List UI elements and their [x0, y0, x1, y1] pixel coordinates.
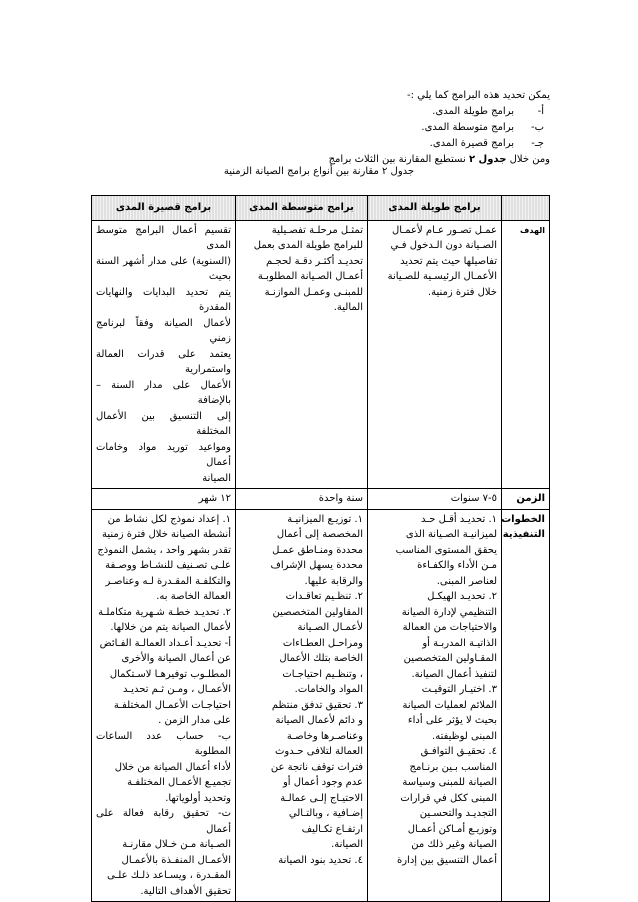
cell-line: أنشطة الصيانة خلال فترة زمنية — [101, 529, 231, 540]
cell-line: ب- حساب عدد الساعات المطلوبة — [96, 730, 231, 757]
cell-line: الأعمـال المنفـذة بالأعمـال — [121, 854, 231, 866]
cell-line: ٤. تحقيـق التوافـق — [420, 746, 497, 757]
cell-line: لأعمال الصيانة يتم من خلالها. — [110, 622, 231, 633]
cell-line: والاحتياجات من العمالة — [402, 622, 497, 633]
cell-line: لعناصر المبنى. — [436, 575, 497, 587]
cell-line: المناسب بـين برنـامج — [409, 761, 497, 773]
cell-line: الأعمـال ، ومـن ثـم تحديـد — [123, 684, 231, 695]
cell-line: يحقق المستوى المناسب — [395, 544, 497, 556]
steps-cell — [236, 509, 368, 902]
cell-line: ت- تحقيق رقابة فعالة على أعمال — [96, 808, 231, 835]
header-long-term: برامج طويلة المدى — [368, 196, 502, 221]
cell-line: ٤. تحديد بنود الصيانة — [278, 854, 363, 866]
option-label: أ- — [537, 106, 544, 117]
cell-line: وعناصـرها وخاصـة — [286, 730, 363, 742]
table-reference: جدول ٢ — [468, 154, 507, 165]
cell-line: المبنى ككل في قرارات — [400, 792, 497, 804]
steps-cell — [368, 509, 502, 902]
cell-line: المالية. — [333, 302, 363, 313]
cell-line: لتنفيذ أعمال الصيانة. — [411, 668, 497, 680]
cell-line: المقاولين المتخصصين — [272, 606, 363, 618]
cell-line: علـى تصـنيف للنشـاط ووصـفة — [105, 560, 231, 571]
cell-line: ٣. اختيـار التوقيـت — [421, 684, 497, 695]
cell-line: الصيانة. — [331, 839, 363, 850]
cell-line: المبنى لوظيفته. — [432, 730, 497, 742]
cell-line: والتكلفـة المقـدرة لـه وعناصـر — [105, 575, 231, 587]
cell-line: و دائم لأعمال الصيانة — [275, 715, 363, 726]
comparison-table — [91, 195, 550, 902]
cell-line: لأداء أعمال الصيانة من خلال — [114, 761, 231, 773]
option-label: ب- — [530, 122, 544, 133]
cell-line: المخصصة إلى أعمال — [276, 529, 363, 540]
cell-line: فترات توقف ناتجة عن — [270, 761, 363, 773]
intro-line: يمكن تحديد هذه البرامج كما يلي :- — [407, 90, 550, 101]
cell-line: عمـل تصـور عـام لأعمـال — [392, 224, 497, 236]
goal-cell — [368, 220, 502, 489]
cell-line: للبرامج طويلة المدى بعمل — [253, 240, 363, 251]
cell-line: يعتمد على قدرات العمالة واستمرارية — [96, 348, 231, 375]
cell-line: ٢. تنظـيم تعاقـدات — [285, 591, 363, 602]
time-row — [92, 489, 550, 510]
cell-line: الأعمـال الرئيسـية للصـيانة — [387, 271, 497, 282]
cell-line: محددة يسهل الإشراف — [270, 560, 363, 571]
cell-line: لأعمـال الصـيانة — [297, 622, 363, 633]
cell-line: إضـافية ، وبالتـالي — [288, 808, 363, 819]
cell-line: العمالة لتلافى حـدوث — [275, 746, 363, 757]
cell-line: أعمال التنسيق بين إدارة — [396, 854, 497, 866]
cell-line: تقسيم أعمال البرامج متوسط المدى — [96, 224, 231, 251]
header-medium-term: برامج متوسطة المدى — [236, 196, 368, 221]
goal-label: الهدف — [502, 220, 550, 489]
cell-line: لأعمال الصيانة وفقاً لبرنامج زمني — [96, 317, 231, 344]
cell-line: الذاتيـة المدربـة أو — [422, 637, 497, 649]
cell-line: (السنوية) على مدار أشهر السنة بحيث — [96, 255, 231, 282]
time-label: الزمن — [502, 489, 550, 510]
option-label: جـ- — [531, 138, 544, 149]
cell-line: التجديـد والتحسـين — [419, 808, 497, 819]
header-corner — [502, 196, 550, 221]
cell-line: ومراحـل العطـاءات — [282, 637, 363, 649]
header-row — [92, 196, 550, 221]
cell-line: والرقابة عليها. — [304, 575, 363, 587]
cell-line: تقدر بشهر واحد ، يشمل النموذج — [97, 544, 231, 556]
cell-line: يتم تحديد البدايات والنهايات المقدرة — [96, 286, 231, 313]
cell-line: احتياجـات الأعمـال المختلفـة — [113, 699, 231, 711]
cell-line: عدم وجود أعمال أو — [282, 777, 363, 788]
cell-line: خلال فترة زمنية. — [427, 286, 497, 298]
cell-line: ١. تحديـد أقـل حـد — [421, 513, 497, 525]
cell-line: لميزانيـة الصـيانة الذى — [405, 529, 497, 540]
cell-line: ١. توزيـع الميزانيـة — [287, 513, 363, 525]
header-short-term: برامج قصيرة المدى — [92, 196, 236, 221]
cell-line: الصيانة للمبنى وسياسة — [402, 777, 497, 788]
cell-line: على مدار الزمن . — [158, 715, 231, 726]
cell-line: تفاصيلها حيث يتم تحديد — [400, 255, 497, 267]
cell-line: ارتفـاع تكـاليف — [301, 823, 363, 835]
cell-line: وتوزيـع أمـاكن أعمـال — [407, 823, 497, 835]
option-a — [70, 104, 550, 120]
time-cell: ١٢ شهر — [92, 489, 236, 510]
cell-line: المقـدرة ، ويسـاعد ذلـك علـى — [107, 870, 231, 881]
cell-line: المواد والخامات. — [294, 684, 363, 695]
cell-line: محددة ومنـاطق عمـل — [272, 544, 363, 556]
time-cell: ٥-٧ سنوات — [368, 489, 502, 510]
cell-line: تحديـد أكثـر دقـة لحجـم — [265, 255, 363, 267]
cell-line: ٢. تحديـد الهيكـل — [427, 591, 497, 602]
cell-line: ١. إعداد نموذج لكل نشاط من — [107, 513, 231, 525]
cell-line: إلى التنسيق بين الأعمال المختلفة — [96, 410, 231, 437]
table-caption: جدول ٢ مقارنة بين أنواع برامج الصيانة الزمنية — [223, 166, 415, 177]
cell-line: ٢. تحديـد خطـة شـهرية متكاملـة — [98, 606, 231, 618]
cell-line: المطلـوب توفيرهـا لاسـتكمال — [109, 668, 231, 680]
option-text: برامج طويلة المدى. — [432, 106, 514, 117]
cell-line: الصـيانة دون الـدخول فـي — [390, 240, 497, 251]
cell-line: الخاصة بتلك الأعمال — [279, 653, 363, 664]
steps-row — [92, 509, 550, 902]
goal-row — [92, 220, 550, 489]
cell-line: وتحديد أولوياتها. — [165, 792, 231, 804]
cell-line: الأعمال على مدار السنة – بالإضافة — [96, 379, 231, 406]
cell-line: العمالة الخاصة به. — [156, 591, 231, 602]
intro-block — [70, 88, 550, 168]
goal-cell — [92, 220, 236, 489]
goal-cell — [236, 220, 368, 489]
time-cell: سنة واحدة — [236, 489, 368, 510]
cell-line: الصيانة — [202, 472, 231, 484]
cell-line: للمبنـى وعمـل الموازنـة — [264, 286, 363, 298]
cell-line: أ- تحديـد أعـداد العمالـة الفـائض — [99, 637, 231, 649]
option-text: برامج قصيرة المدى. — [429, 138, 514, 149]
steps-label: الخطوات التنفيذية — [502, 509, 550, 902]
cell-line: الملائم لعمليات الصيانة — [402, 699, 497, 711]
cell-line: الصيانة وغير ذلك من — [411, 839, 497, 850]
cell-line: المقـاولين المتخصصين — [403, 653, 497, 664]
option-c — [70, 136, 550, 152]
compare-pre: ومن خلال — [509, 154, 550, 165]
compare-post: نستطيع المقارنة بين الثلاث برامج — [328, 154, 466, 165]
cell-line: تحقيق الأهداف التالية. — [140, 885, 231, 897]
cell-line: بحيث لا يؤثر على أداء — [407, 715, 497, 726]
cell-line: الصـيانة مـن خـلال مقارنـة — [122, 839, 231, 850]
cell-line: أعمـال الصـيانة المطلوبـة — [257, 271, 363, 282]
cell-line: الاحتيـاج إلـى عمالـة — [280, 792, 363, 804]
option-b — [70, 120, 550, 136]
cell-line: ٣. تحقيق تدفق منتظم — [271, 699, 363, 711]
cell-line: مـن الأداء والكفـاءة — [417, 560, 497, 571]
steps-cell — [92, 509, 236, 902]
cell-line: ومواعيد توريد مواد وخامات أعمال — [96, 441, 231, 468]
option-text: برامج متوسطة المدى. — [421, 122, 514, 133]
cell-line: ، وتنظـيم احتياجـات — [282, 668, 363, 680]
cell-line: تجميـع الأعمـال المختلفـة — [127, 777, 231, 788]
cell-line: عن أعمال الصيانة والأخرى — [121, 653, 231, 664]
cell-line: التنظيمي لإدارة الصيانة — [401, 606, 497, 618]
cell-line: تمثـل مرحلـة تفصـيلية — [271, 224, 363, 236]
